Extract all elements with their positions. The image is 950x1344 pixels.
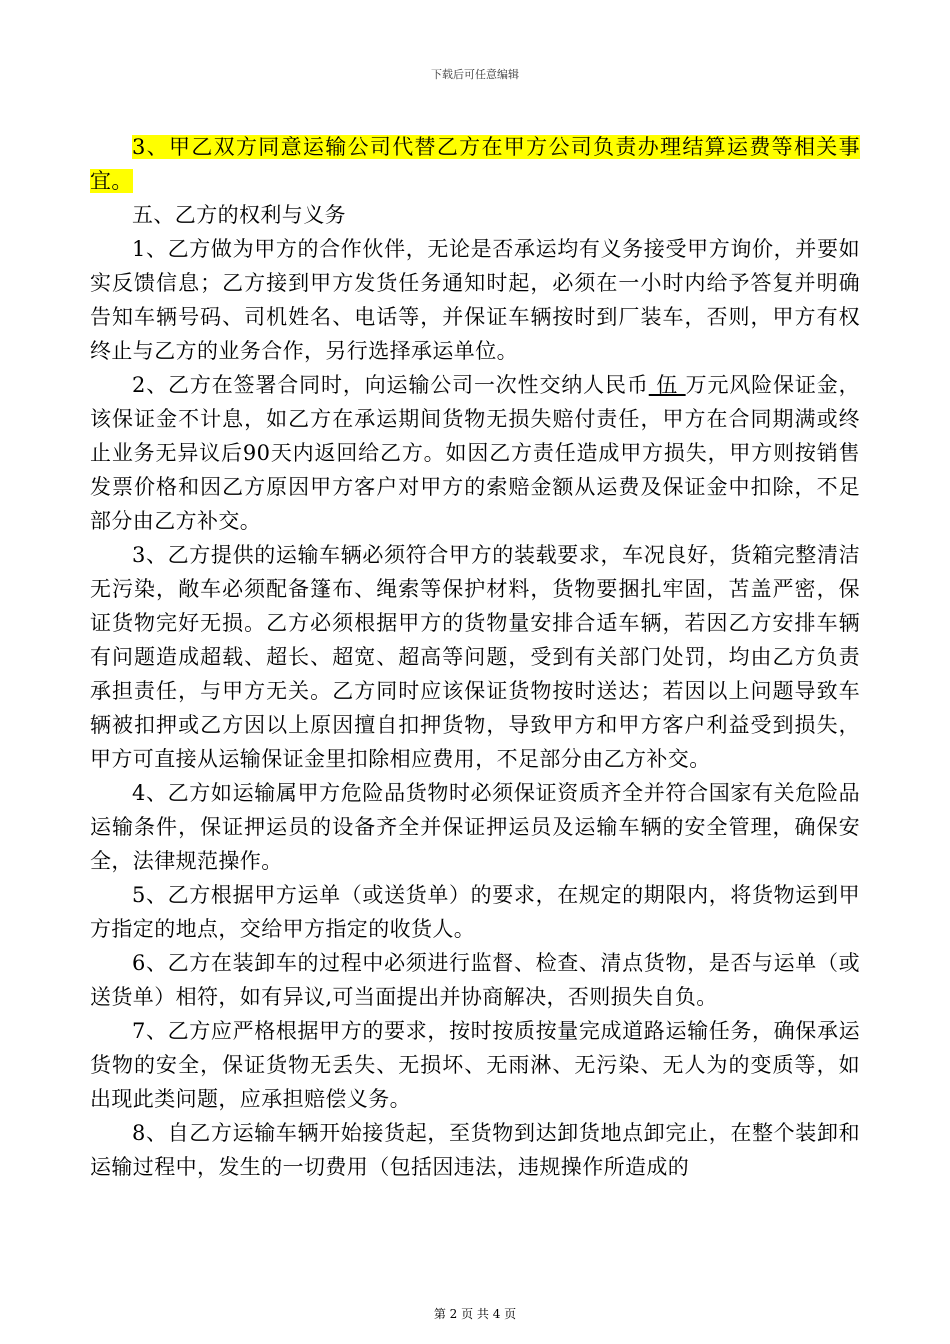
clause-paragraph bbox=[90, 130, 860, 198]
clause-paragraph: 5、乙方根据甲方运单（或送货单）的要求，在规定的期限内，将货物运到甲方指定的地点，交给甲方指定的收货人。 bbox=[90, 883, 860, 941]
document-body bbox=[90, 130, 860, 1184]
section-heading: 五、乙方的权利与义务 bbox=[132, 203, 346, 227]
clause-paragraph: 7、乙方应严格根据甲方的要求，按时按质按量完成道路运输任务，确保承运货物的安全，保证货物无丢失、无损坏、无雨淋、无污染、无人为的变质等，如出现此类问题，应承担赔偿义务。 bbox=[90, 1019, 860, 1111]
clause-paragraph: 8、自乙方运输车辆开始接货起，至货物到达卸货地点卸完止，在整个装卸和运输过程中，发生的一切费用（包括因违法，违规操作所造成的 bbox=[90, 1121, 860, 1179]
clause-paragraph: 3、乙方提供的运输车辆必须符合甲方的装载要求，车况良好，货箱完整清洁无污染，敞车必须配备篷布、绳索等保护材料，货物要捆扎牢固，苫盖严密，保证货物完好无损。乙方必须根据甲方的货物量安排合适车辆，若因乙方安排车辆有问题造成超载、超长、超宽、超高等问题，受到有关部门处罚，均由乙方负责承担责任，与甲方无关。乙方同时应该保证货物按时送达；若因以上问题导致车辆被扣押或乙方因以上原因擅自扣押货物，导致甲方和甲方客户利益受到损失，甲方可直接从运输保证金里扣除相应费用，不足部分由乙方补交。 bbox=[90, 543, 860, 771]
clause-text: 万元风险保证金，该保证金不计息，如乙方在承运期间货物无损失赔付责任，甲方在合同期满或终止业务无异议后90天内返回给乙方。如因乙方责任造成甲方损失，甲方则按销售发票价格和因乙方原因甲方客户对甲方的索赔金额从运费及保证金中扣除，不足部分由乙方补交。 bbox=[90, 373, 860, 533]
page-header: 下载后可任意编辑 bbox=[431, 68, 519, 81]
clause-paragraph: 4、乙方如运输属甲方危险品货物时必须保证资质齐全并符合国家有关危险品运输条件，保证押运员的设备齐全并保证押运员及运输车辆的安全管理，确保安全，法律规范操作。 bbox=[90, 781, 860, 873]
highlighted-clause: 3、甲乙双方同意运输公司代替乙方在甲方公司负责办理结算运费等相关事宜。 bbox=[90, 135, 860, 193]
page-footer: 第 2 页 共 4 页 bbox=[433, 1307, 517, 1321]
clause-paragraph: 6、乙方在装卸车的过程中必须进行监督、检查、清点货物，是否与运单（或送货单）相符，如有异议,可当面提出并协商解决，否则损失自负。 bbox=[90, 951, 860, 1009]
clause-paragraph: 1、乙方做为甲方的合作伙伴，无论是否承运均有义务接受甲方询价，并要如实反馈信息；乙方接到甲方发货任务通知时起，必须在一小时内给予答复并明确告知车辆号码、司机姓名、电话等，并保证车辆按时到厂装车，否则，甲方有权终止与乙方的业务合作，另行选择承运单位。 bbox=[90, 237, 860, 363]
amount-value: 伍 bbox=[648, 373, 686, 397]
clause-paragraph bbox=[90, 368, 860, 538]
clause-text: 2、乙方在签署合同时，向运输公司一次性交纳人民币 bbox=[132, 373, 649, 397]
